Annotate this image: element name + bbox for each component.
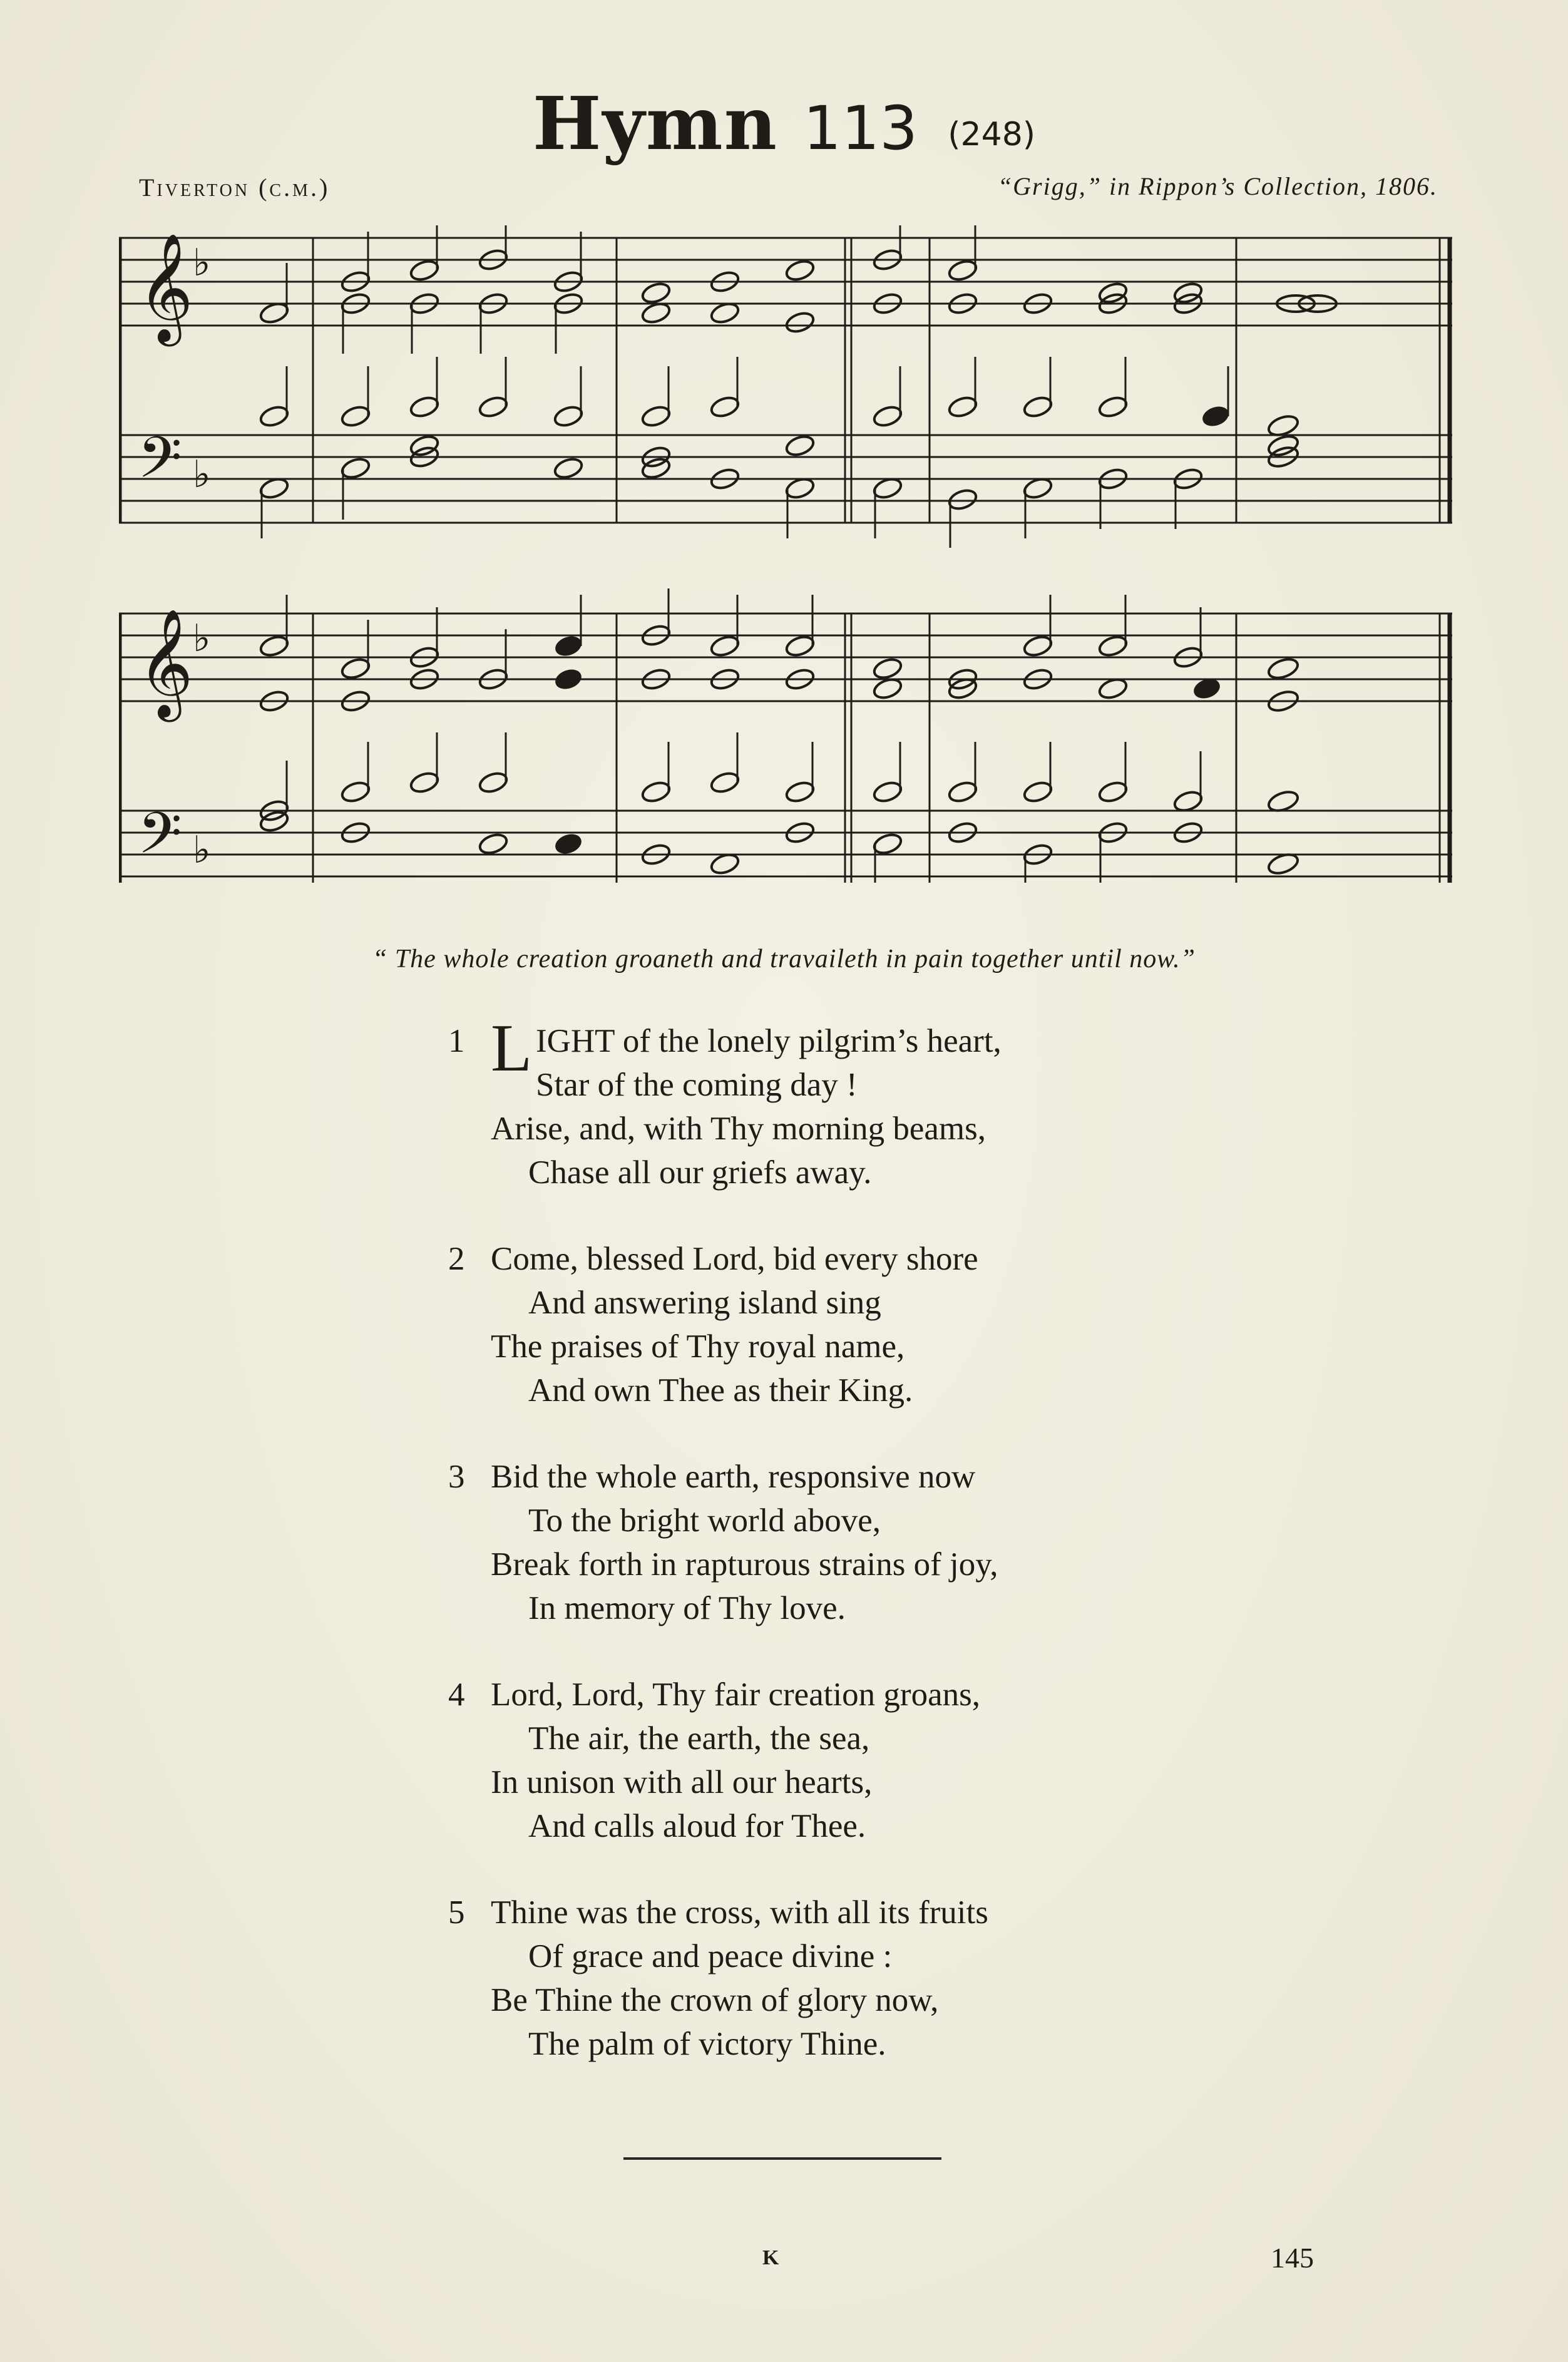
verse-line: And calls aloud for Thee. [528, 1808, 866, 1844]
page-number: 145 [1271, 2242, 1314, 2274]
hymn-title [0, 81, 1568, 167]
verse-line: Chase all our griefs away. [528, 1154, 872, 1191]
hymn-alt-number: (248) [948, 116, 1036, 153]
hymn-number: 113 [803, 93, 918, 163]
svg-text:𝄞: 𝄞 [138, 233, 193, 342]
composer-credit: “Grigg,” in Rippon’s Collection, 1806. [997, 172, 1438, 200]
verse-line: In memory of Thy love. [528, 1590, 846, 1626]
music-score [119, 225, 1458, 883]
verse-3 [448, 1455, 1002, 1630]
epigraph-quote: “ The whole creation groaneth and travaileth in pain together until now.” [372, 945, 1196, 973]
verse-line: And answering island sing [528, 1285, 881, 1321]
svg-text:𝄞: 𝄞 [138, 608, 193, 717]
verse-line: Bid the whole earth, responsive now [491, 1459, 976, 1495]
verse-number: 5 [448, 1894, 465, 1931]
verse-5 [448, 1891, 1002, 2066]
music-system-2 [119, 588, 1452, 883]
verse-line: Thine was the cross, with all its fruits [491, 1894, 988, 1931]
music-system-1 [119, 225, 1452, 548]
verse-number: 4 [448, 1677, 465, 1713]
svg-text:♭: ♭ [193, 828, 211, 872]
svg-text:♭: ♭ [193, 241, 211, 285]
verse-number: 1 [448, 1023, 465, 1059]
hymn-word: Hymn [532, 81, 779, 167]
closing-rule [623, 2157, 941, 2160]
verse-line: Break forth in rapturous strains of joy, [491, 1546, 998, 1583]
verse-line: The palm of victory Thine. [528, 2026, 886, 2062]
drop-cap: L [491, 1011, 532, 1086]
verse-4 [448, 1673, 1002, 1848]
verse-line: To the bright world above, [528, 1502, 881, 1539]
verse-number: 3 [448, 1459, 465, 1495]
verse-1 [448, 1011, 1002, 1194]
verse-number: 2 [448, 1241, 465, 1277]
svg-text:𝄢: 𝄢 [138, 800, 182, 880]
verse-line: Arise, and, with Thy morning beams, [491, 1111, 986, 1147]
first-line-rest: IGHT of the lonely pilgrim’s heart, [535, 1023, 1002, 1059]
verse-line: Star of the coming day ! [535, 1067, 858, 1103]
svg-text:𝄢: 𝄢 [138, 424, 182, 505]
verse-line: And own Thee as their King. [528, 1372, 913, 1409]
verse-line: In unison with all our hearts, [491, 1764, 873, 1800]
verse-line: Of grace and peace divine : [528, 1938, 893, 1974]
verse-line: Come, blessed Lord, bid every shore [491, 1241, 978, 1277]
verse-line: Lord, Lord, Thy fair creation groans, [491, 1677, 980, 1713]
signature-mark: K [762, 2246, 779, 2269]
svg-text:♭: ♭ [193, 453, 211, 496]
verse-line: Be Thine the crown of glory now, [491, 1982, 939, 2018]
verse-2 [448, 1237, 1002, 1412]
verse-line: The air, the earth, the sea, [528, 1720, 870, 1757]
tune-name: Tiverton (c.m.) [139, 173, 331, 202]
verses [448, 1011, 1002, 2108]
verse-line: The praises of Thy royal name, [491, 1328, 905, 1365]
svg-text:♭: ♭ [193, 617, 211, 660]
